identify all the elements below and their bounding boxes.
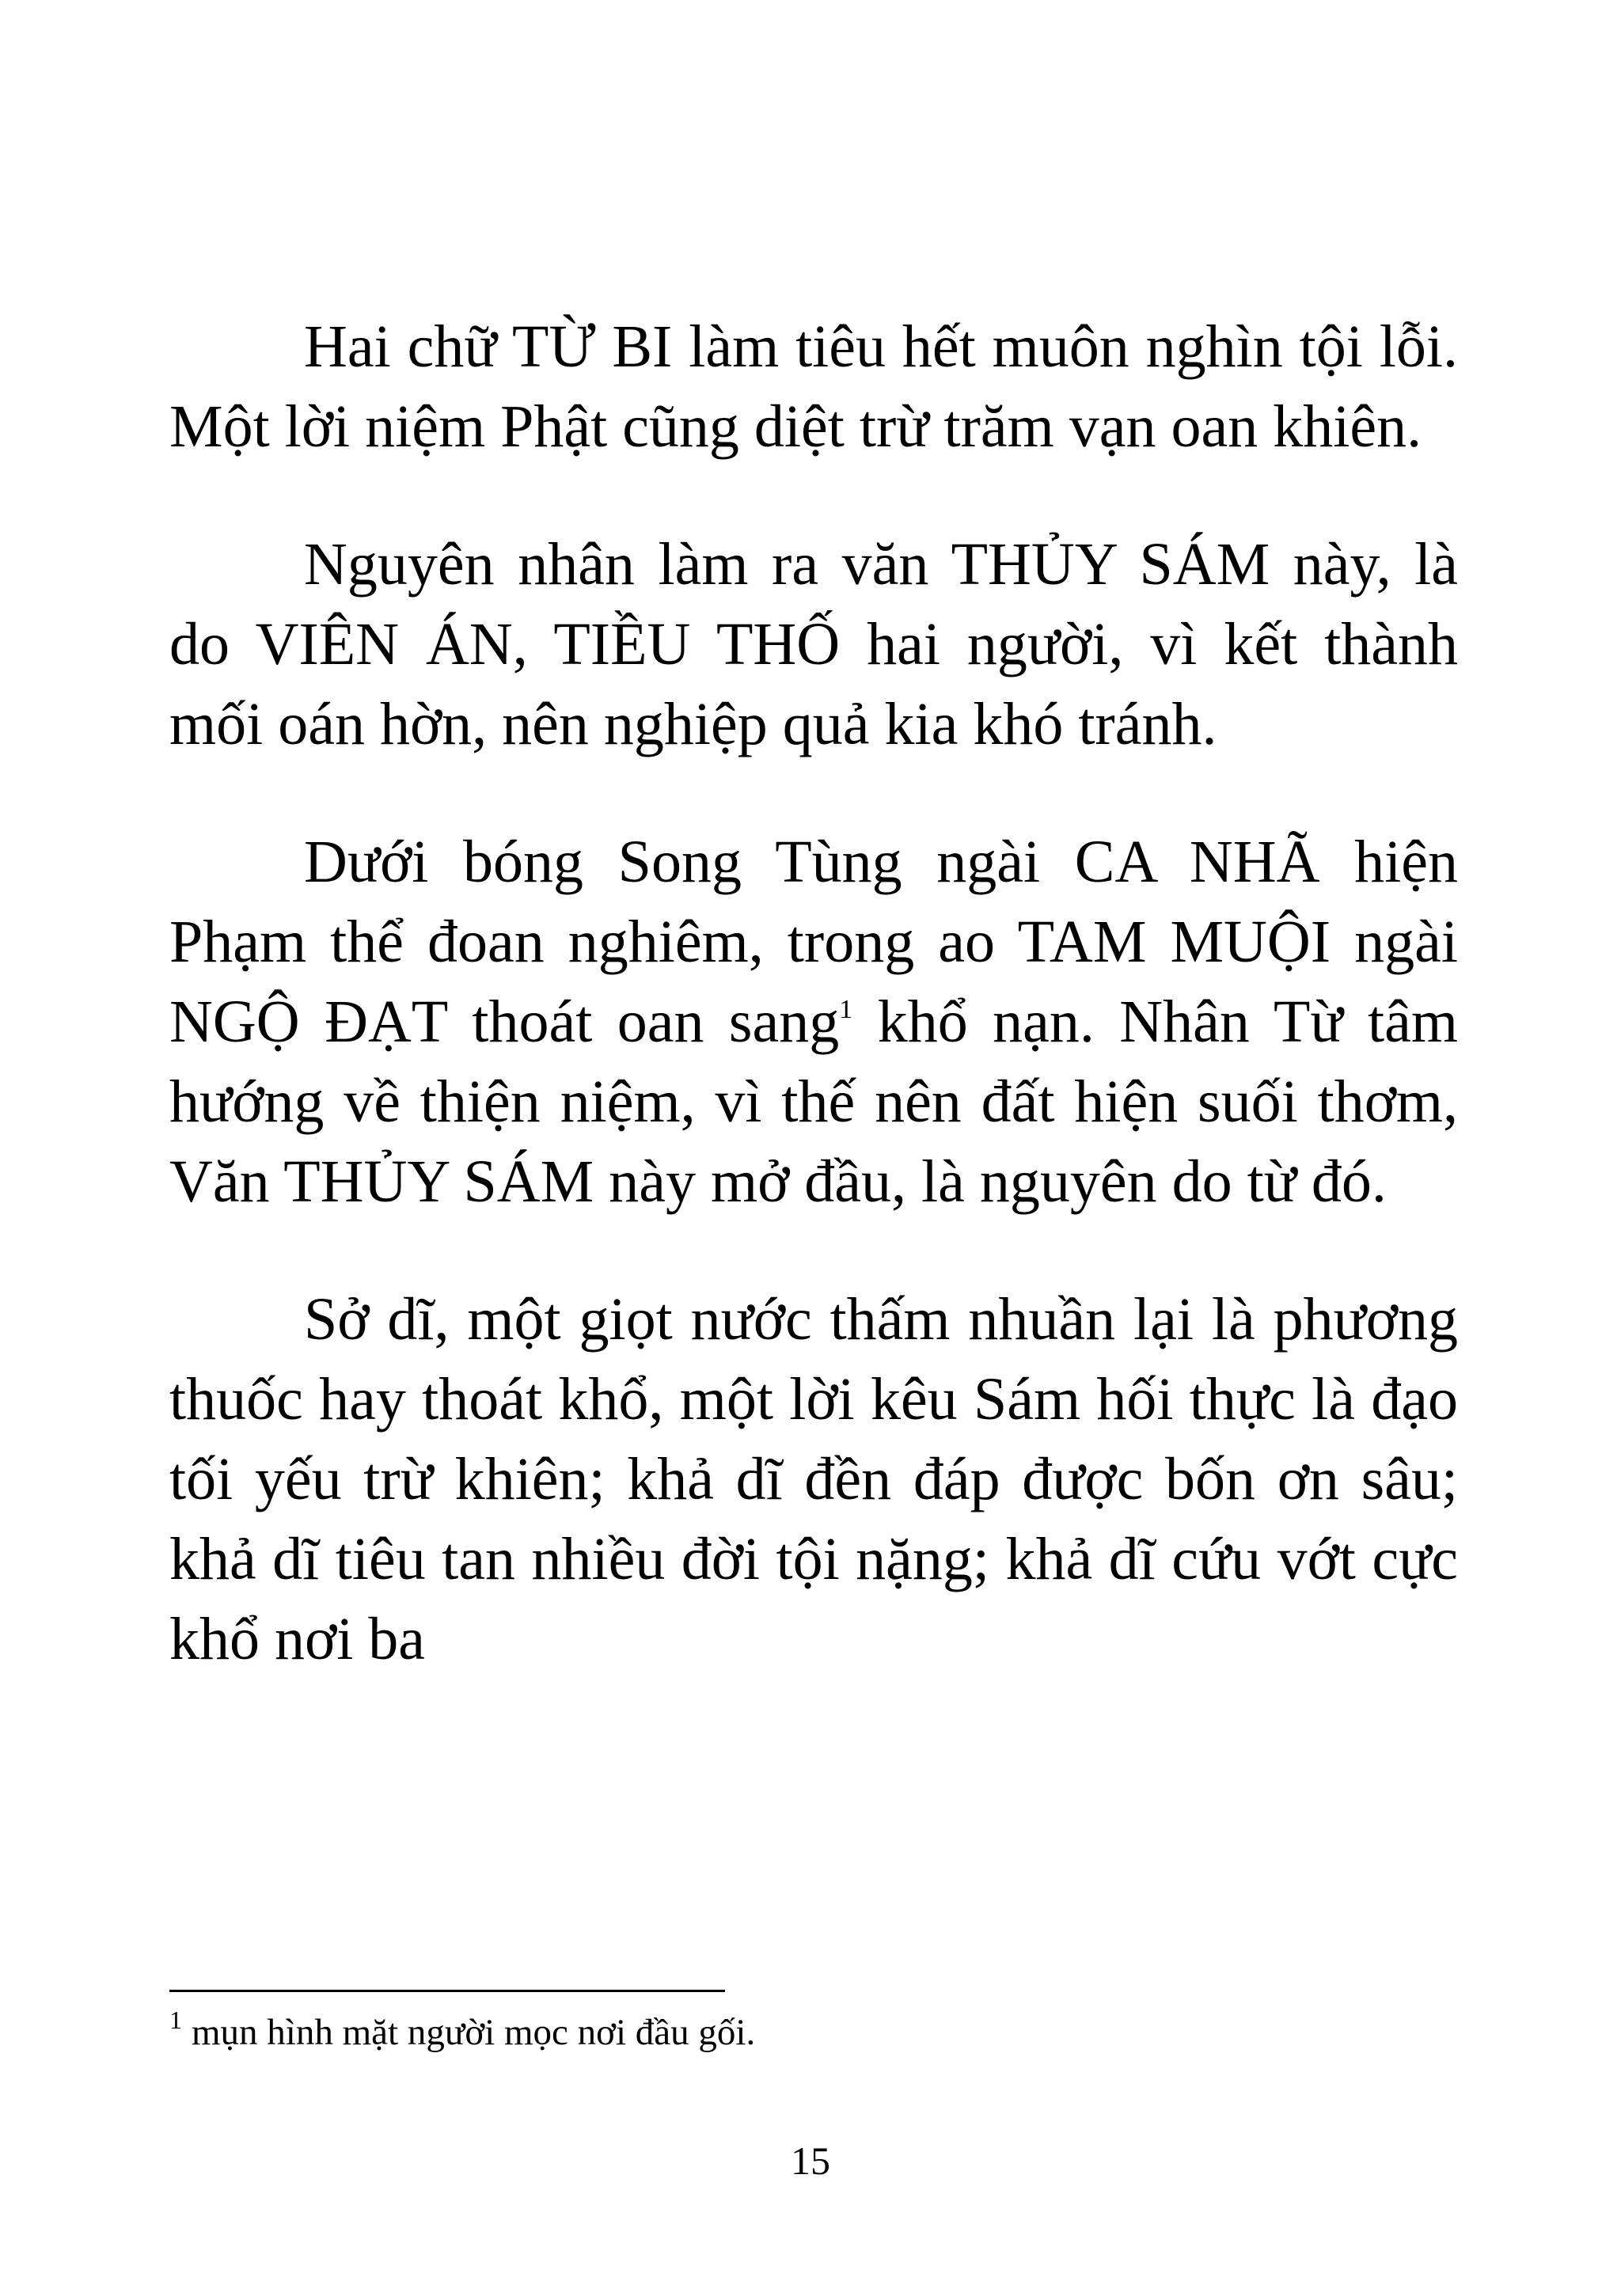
footnote-text: mụn hình mặt người mọc nơi đầu gối. (192, 2012, 756, 2053)
paragraph-text: Nguyên nhân làm ra văn THỦY SÁM này, là do VIÊN ÁN, TIỀU THỐ hai người, vì kết thành mối oán hờn, nên nghiệp quả kia khó tránh. (169, 531, 1458, 757)
page-number: 15 (791, 2139, 830, 2183)
page-body (169, 307, 1458, 1737)
footnote-marker: 1 (169, 2006, 182, 2034)
footnote-reference: 1 (839, 995, 853, 1024)
paragraph-song-tung (169, 822, 1458, 1222)
paragraph-tu-bi (169, 307, 1458, 467)
paragraph-text-before: Dưới bóng Song Tùng ngài CA NHÃ hiện Phạm thể đoan nghiêm, trong ao TAM MUỘI ngài NGỘ ĐẠT thoát oan sang (169, 829, 1458, 1055)
paragraph-so-di (169, 1280, 1458, 1679)
paragraph-origin (169, 525, 1458, 765)
paragraph-text: Hai chữ TỪ BI làm tiêu hết muôn nghìn tội lỗi. Một lời niệm Phật cũng diệt trừ trăm vạn oan khiên. (169, 313, 1458, 460)
paragraph-text-after: khổ nạn. Nhân Từ tâm hướng về thiện niệm, vì thế nên đất hiện suối thơm, Văn THỦY SÁM này mở đầu, là nguyên do từ đó. (169, 989, 1459, 1215)
footnote (169, 2006, 756, 2056)
footnote-divider (169, 1990, 725, 1992)
paragraph-text: Sở dĩ, một giọt nước thấm nhuần lại là phương thuốc hay thoát khổ, một lời kêu Sám hối thực là đạo tối yếu trừ khiên; khả dĩ đền đáp được bốn ơn sâu; khả dĩ tiêu tan nhiều đời tội nặng; khả dĩ cứu vớt cực khổ nơi ba (169, 1286, 1458, 1672)
